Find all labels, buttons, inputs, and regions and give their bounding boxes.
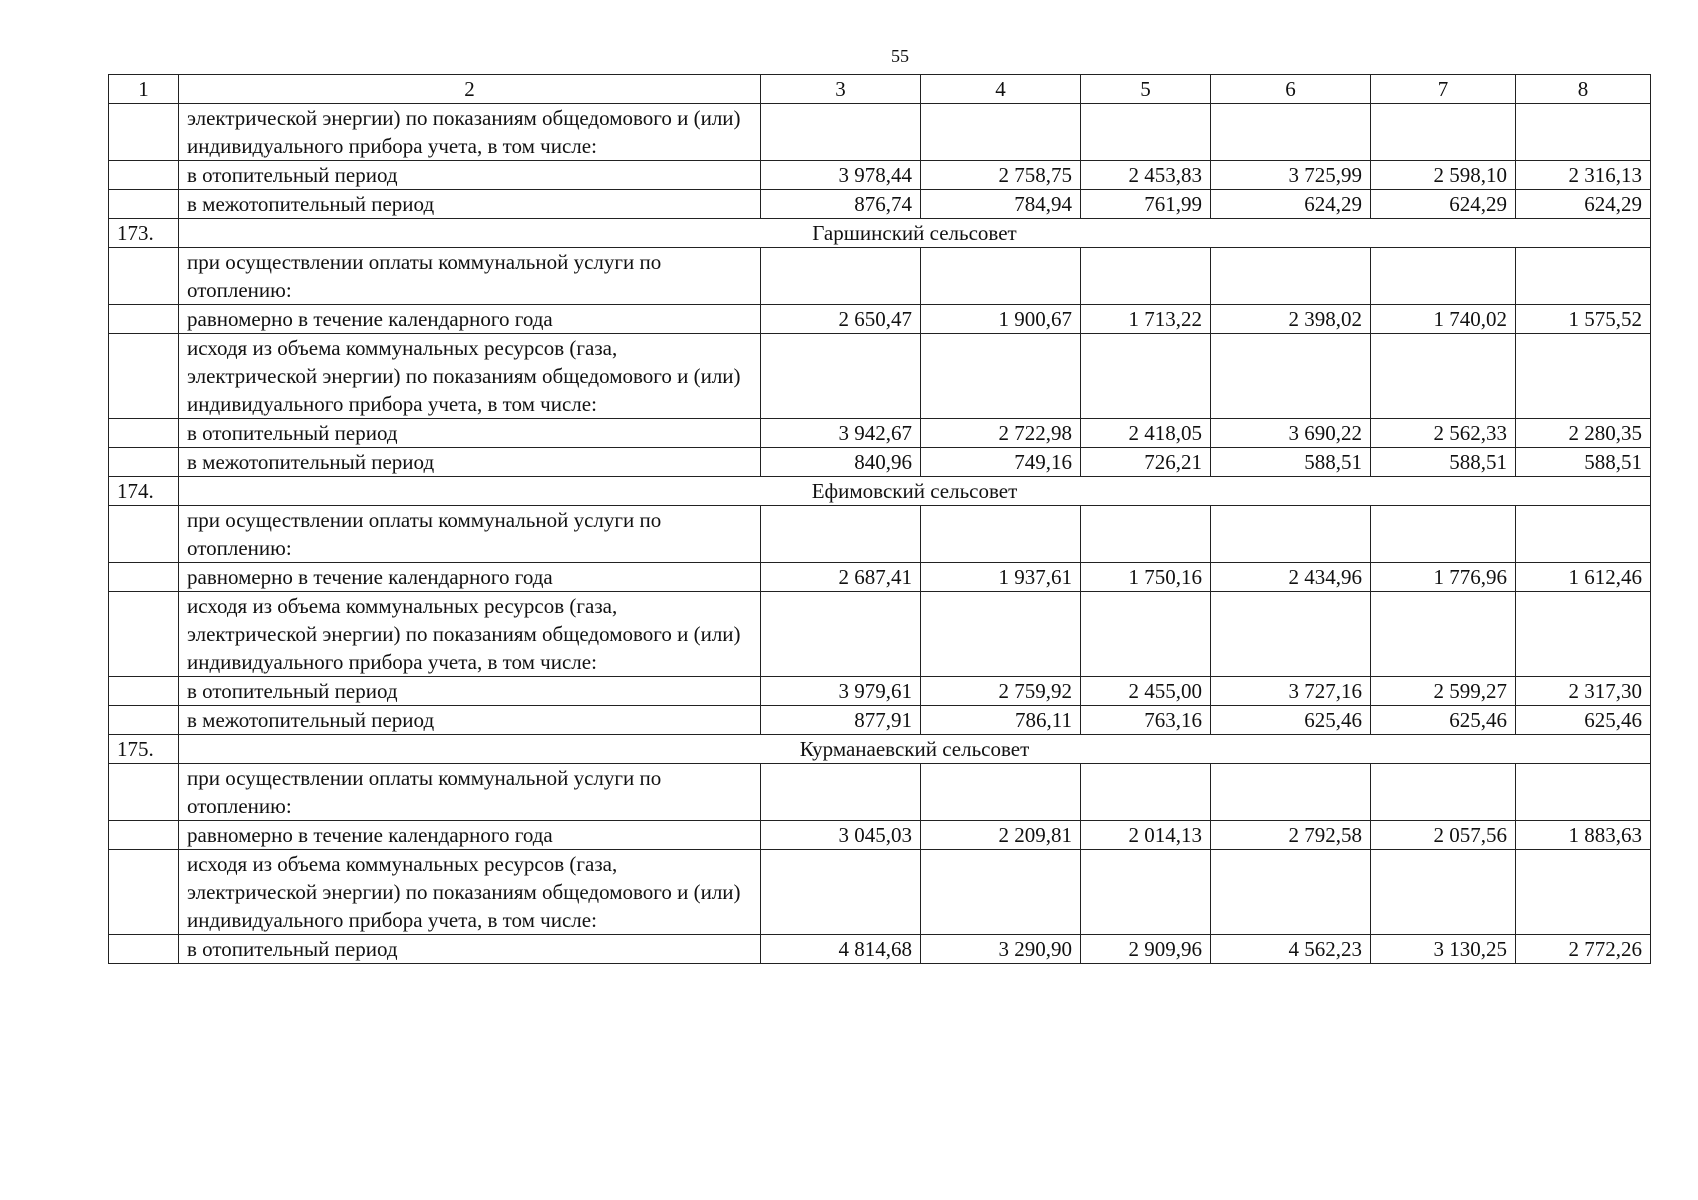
value-cell-col-6	[1211, 764, 1371, 821]
description-row	[109, 764, 1651, 821]
section-row	[109, 219, 1651, 248]
value-cell-col-3: 4 814,68	[761, 935, 921, 964]
row-number-cell	[109, 563, 179, 592]
value-cell-col-7: 2 057,56	[1371, 821, 1516, 850]
row-number-cell	[109, 850, 179, 935]
value-cell-col-3: 3 942,67	[761, 419, 921, 448]
value-cell-col-6: 3 725,99	[1211, 161, 1371, 190]
value-cell-col-8: 2 772,26	[1516, 935, 1651, 964]
value-cell-col-7	[1371, 850, 1516, 935]
value-cell-col-7: 624,29	[1371, 190, 1516, 219]
value-cell-col-3: 840,96	[761, 448, 921, 477]
value-cell-col-4: 3 290,90	[921, 935, 1081, 964]
value-cell-col-3	[761, 592, 921, 677]
row-description: исходя из объема коммунальных ресурсов (газа, электрической энергии) по показаниям общедомового и (или) индивидуального прибора учета, в том числе:	[179, 850, 761, 935]
table-row	[109, 706, 1651, 735]
value-cell-col-4	[921, 104, 1081, 161]
row-number-cell	[109, 706, 179, 735]
value-cell-col-8	[1516, 334, 1651, 419]
value-cell-col-8	[1516, 104, 1651, 161]
value-cell-col-8	[1516, 248, 1651, 305]
value-cell-col-4	[921, 506, 1081, 563]
value-cell-col-4	[921, 850, 1081, 935]
value-cell-col-5: 726,21	[1081, 448, 1211, 477]
table-row	[109, 935, 1651, 964]
value-cell-col-6	[1211, 104, 1371, 161]
value-cell-col-3	[761, 506, 921, 563]
value-cell-col-3: 2 687,41	[761, 563, 921, 592]
value-cell-col-3	[761, 764, 921, 821]
value-cell-col-8	[1516, 592, 1651, 677]
row-number-cell	[109, 592, 179, 677]
value-cell-col-5: 761,99	[1081, 190, 1211, 219]
section-title: Гаршинский сельсовет	[179, 219, 1651, 248]
value-cell-col-5: 1 750,16	[1081, 563, 1211, 592]
description-row	[109, 506, 1651, 563]
value-cell-col-8: 2 317,30	[1516, 677, 1651, 706]
value-cell-col-7	[1371, 104, 1516, 161]
description-row	[109, 104, 1651, 161]
value-cell-col-8	[1516, 506, 1651, 563]
value-cell-col-5	[1081, 248, 1211, 305]
value-cell-col-7: 588,51	[1371, 448, 1516, 477]
row-description: равномерно в течение календарного года	[179, 305, 761, 334]
row-description: в межотопительный период	[179, 448, 761, 477]
table-row	[109, 305, 1651, 334]
value-cell-col-3: 2 650,47	[761, 305, 921, 334]
row-number-cell	[109, 419, 179, 448]
table-row	[109, 190, 1651, 219]
value-cell-col-4	[921, 334, 1081, 419]
row-description: равномерно в течение календарного года	[179, 563, 761, 592]
row-number-cell	[109, 935, 179, 964]
value-cell-col-6: 588,51	[1211, 448, 1371, 477]
value-cell-col-3: 3 979,61	[761, 677, 921, 706]
value-cell-col-6: 624,29	[1211, 190, 1371, 219]
value-cell-col-5: 2 014,13	[1081, 821, 1211, 850]
value-cell-col-5: 1 713,22	[1081, 305, 1211, 334]
value-cell-col-6: 625,46	[1211, 706, 1371, 735]
value-cell-col-4: 2 209,81	[921, 821, 1081, 850]
value-cell-col-3	[761, 248, 921, 305]
value-cell-col-8: 624,29	[1516, 190, 1651, 219]
value-cell-col-7	[1371, 248, 1516, 305]
value-cell-col-6	[1211, 592, 1371, 677]
row-number-cell	[109, 305, 179, 334]
row-description: в межотопительный период	[179, 190, 761, 219]
value-cell-col-6	[1211, 334, 1371, 419]
value-cell-col-3	[761, 850, 921, 935]
header-cell: 5	[1081, 75, 1211, 104]
value-cell-col-6	[1211, 850, 1371, 935]
row-description: в отопительный период	[179, 677, 761, 706]
row-description: равномерно в течение календарного года	[179, 821, 761, 850]
value-cell-col-7: 2 599,27	[1371, 677, 1516, 706]
value-cell-col-6: 3 727,16	[1211, 677, 1371, 706]
table-row	[109, 448, 1651, 477]
value-cell-col-5	[1081, 104, 1211, 161]
row-number-cell	[109, 190, 179, 219]
row-number-cell	[109, 334, 179, 419]
value-cell-col-7	[1371, 334, 1516, 419]
value-cell-col-5	[1081, 592, 1211, 677]
value-cell-col-3	[761, 334, 921, 419]
row-description: при осуществлении оплаты коммунальной услуги по отоплению:	[179, 764, 761, 821]
header-cell: 4	[921, 75, 1081, 104]
row-number-cell	[109, 821, 179, 850]
row-description: в отопительный период	[179, 419, 761, 448]
header-cell: 7	[1371, 75, 1516, 104]
table-row	[109, 677, 1651, 706]
value-cell-col-3: 3 045,03	[761, 821, 921, 850]
value-cell-col-6: 4 562,23	[1211, 935, 1371, 964]
value-cell-col-7	[1371, 764, 1516, 821]
value-cell-col-4: 2 758,75	[921, 161, 1081, 190]
section-number: 175.	[109, 735, 179, 764]
value-cell-col-7	[1371, 506, 1516, 563]
description-row	[109, 334, 1651, 419]
header-cell: 2	[179, 75, 761, 104]
section-number: 173.	[109, 219, 179, 248]
value-cell-col-5: 2 909,96	[1081, 935, 1211, 964]
section-number: 174.	[109, 477, 179, 506]
value-cell-col-5: 763,16	[1081, 706, 1211, 735]
value-cell-col-3: 3 978,44	[761, 161, 921, 190]
table-header-row	[109, 75, 1651, 104]
description-row	[109, 248, 1651, 305]
description-row	[109, 850, 1651, 935]
table-row	[109, 821, 1651, 850]
value-cell-col-8: 2 280,35	[1516, 419, 1651, 448]
header-cell: 6	[1211, 75, 1371, 104]
row-description: при осуществлении оплаты коммунальной услуги по отоплению:	[179, 248, 761, 305]
table-row	[109, 563, 1651, 592]
value-cell-col-7: 625,46	[1371, 706, 1516, 735]
value-cell-col-3: 876,74	[761, 190, 921, 219]
table-row	[109, 419, 1651, 448]
value-cell-col-3: 877,91	[761, 706, 921, 735]
value-cell-col-3	[761, 104, 921, 161]
value-cell-col-6: 2 398,02	[1211, 305, 1371, 334]
row-number-cell	[109, 448, 179, 477]
value-cell-col-5	[1081, 334, 1211, 419]
row-description: исходя из объема коммунальных ресурсов (газа, электрической энергии) по показаниям общедомового и (или) индивидуального прибора учета, в том числе:	[179, 592, 761, 677]
row-number-cell	[109, 104, 179, 161]
value-cell-col-8	[1516, 850, 1651, 935]
value-cell-col-5	[1081, 764, 1211, 821]
header-cell: 8	[1516, 75, 1651, 104]
value-cell-col-6	[1211, 248, 1371, 305]
value-cell-col-4: 2 759,92	[921, 677, 1081, 706]
row-description: исходя из объема коммунальных ресурсов (газа, электрической энергии) по показаниям общедомового и (или) индивидуального прибора учета, в том числе:	[179, 334, 761, 419]
value-cell-col-8: 1 612,46	[1516, 563, 1651, 592]
value-cell-col-7: 2 598,10	[1371, 161, 1516, 190]
value-cell-col-7: 3 130,25	[1371, 935, 1516, 964]
value-cell-col-4: 749,16	[921, 448, 1081, 477]
header-cell: 3	[761, 75, 921, 104]
value-cell-col-5: 2 418,05	[1081, 419, 1211, 448]
row-description: при осуществлении оплаты коммунальной услуги по отоплению:	[179, 506, 761, 563]
value-cell-col-6: 2 434,96	[1211, 563, 1371, 592]
value-cell-col-8: 1 575,52	[1516, 305, 1651, 334]
value-cell-col-5: 2 453,83	[1081, 161, 1211, 190]
row-description: в отопительный период	[179, 935, 761, 964]
value-cell-col-6	[1211, 506, 1371, 563]
section-row	[109, 477, 1651, 506]
description-row	[109, 592, 1651, 677]
value-cell-col-8: 588,51	[1516, 448, 1651, 477]
table-row	[109, 161, 1651, 190]
value-cell-col-8: 625,46	[1516, 706, 1651, 735]
row-description: в отопительный период	[179, 161, 761, 190]
row-number-cell	[109, 677, 179, 706]
value-cell-col-4: 1 937,61	[921, 563, 1081, 592]
value-cell-col-5: 2 455,00	[1081, 677, 1211, 706]
value-cell-col-4: 2 722,98	[921, 419, 1081, 448]
page-number: 55	[891, 46, 909, 66]
tariff-table	[108, 74, 1651, 964]
value-cell-col-7: 1 776,96	[1371, 563, 1516, 592]
row-number-cell	[109, 506, 179, 563]
value-cell-col-7: 1 740,02	[1371, 305, 1516, 334]
row-description: в межотопительный период	[179, 706, 761, 735]
value-cell-col-6: 2 792,58	[1211, 821, 1371, 850]
value-cell-col-7	[1371, 592, 1516, 677]
section-title: Ефимовский сельсовет	[179, 477, 1651, 506]
value-cell-col-5	[1081, 506, 1211, 563]
value-cell-col-8: 2 316,13	[1516, 161, 1651, 190]
section-title: Курманаевский сельсовет	[179, 735, 1651, 764]
value-cell-col-4: 784,94	[921, 190, 1081, 219]
value-cell-col-8: 1 883,63	[1516, 821, 1651, 850]
value-cell-col-7: 2 562,33	[1371, 419, 1516, 448]
value-cell-col-4	[921, 764, 1081, 821]
value-cell-col-8	[1516, 764, 1651, 821]
value-cell-col-4: 786,11	[921, 706, 1081, 735]
value-cell-col-5	[1081, 850, 1211, 935]
row-number-cell	[109, 764, 179, 821]
row-number-cell	[109, 161, 179, 190]
row-number-cell	[109, 248, 179, 305]
value-cell-col-4: 1 900,67	[921, 305, 1081, 334]
header-cell: 1	[109, 75, 179, 104]
value-cell-col-4	[921, 592, 1081, 677]
value-cell-col-6: 3 690,22	[1211, 419, 1371, 448]
row-description: электрической энергии) по показаниям общедомового и (или) индивидуального прибора учета, в том числе:	[179, 104, 761, 161]
value-cell-col-4	[921, 248, 1081, 305]
section-row	[109, 735, 1651, 764]
